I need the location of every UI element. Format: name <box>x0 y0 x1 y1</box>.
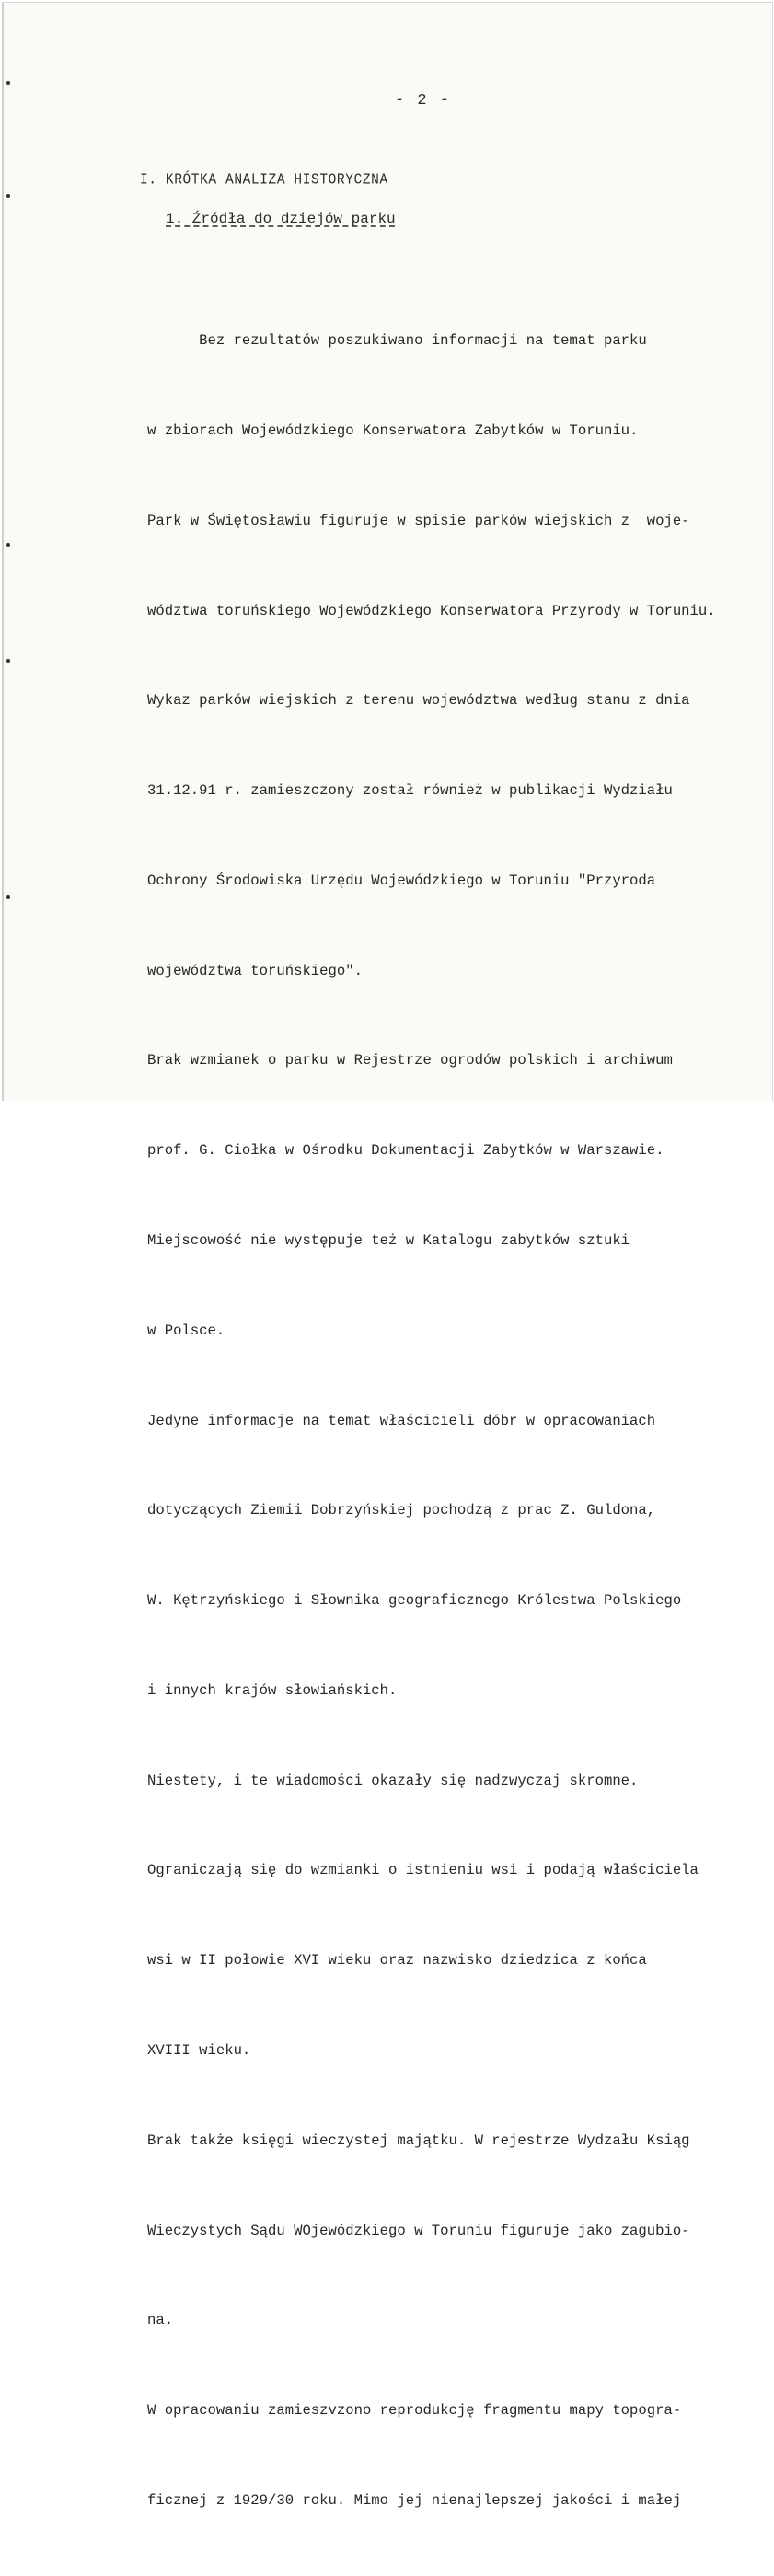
document-page <box>2 2 773 2509</box>
text-line: XVIII wieku. <box>147 2042 251 2060</box>
subsection-heading: 1. Źródła do dziejów parku <box>166 211 396 227</box>
page-number: - 2 - <box>395 92 452 110</box>
text-line: dotyczących Ziemii Dobrzyńskiej pochodzą z prac Z. Guldona, <box>147 1502 656 1519</box>
text-line: Wieczystych Sądu WOjewódzkiego w Toruniu figuruje jako zagubio- <box>147 2222 690 2239</box>
text-line: ficznej z 1929/30 roku. Mimo jej nienajlepszej jakości i małej <box>147 2491 682 2509</box>
text-line: na. <box>147 2312 174 2329</box>
text-line: Brak wzmianek o parku w Rejestrze ogrodów polskich i archiwum <box>147 1052 673 1069</box>
text-line: Ochrony Środowiska Urzędu Wojewódzkiego w Toruniu "Przyroda <box>147 872 656 889</box>
margin-mark <box>6 543 10 547</box>
margin-mark <box>6 194 10 198</box>
text-line: Brak także księgi wieczystej majątku. W rejestrze Wydzału Ksiąg <box>147 2131 690 2149</box>
text-line: Wykaz parków wiejskich z terenu województwa według stanu z dnia <box>147 692 690 710</box>
section-heading: I. KRÓTKA ANALIZA HISTORYCZNA <box>140 172 388 189</box>
text-line: województwa toruńskiego". <box>147 962 363 979</box>
text-line: w Polsce. <box>147 1322 225 1339</box>
text-line: W. Kętrzyńskiego i Słownika geograficznego Królestwa Polskiego <box>147 1592 682 1610</box>
text-line: 31.12.91 r. zamieszczony został również w publikacji Wydziału <box>147 782 673 800</box>
margin-mark <box>6 895 10 899</box>
text-line: Ograniczają się do wzmianki o istnieniu wsi i podają właściciela <box>147 1862 699 1879</box>
text-line: wództwa toruńskiego Wojewódzkiego Konserwatora Przyrody w Toruniu. <box>147 602 716 619</box>
text-line: w zbiorach Wojewódzkiego Konserwatora Zabytków w Toruniu. <box>147 422 639 439</box>
body-text <box>147 266 769 2576</box>
text-line: Park w Świętosławiu figuruje w spisie parków wiejskich z woje- <box>147 512 690 529</box>
text-line: Bez rezultatów poszukiwano informacji na temat parku <box>147 332 647 350</box>
margin-mark <box>6 81 10 85</box>
text-line: wsi w II połowie XVI wieku oraz nazwisko dziedzica z końca <box>147 1952 647 1970</box>
text-line: i innych krajów słowiańskich. <box>147 1681 398 1699</box>
text-line: W opracowaniu zamieszvzono reprodukcję fragmentu mapy topogra- <box>147 2402 682 2420</box>
text-line: Jedyne informacje na temat właścicieli dóbr w opracowaniach <box>147 1412 656 1429</box>
text-line: Miejscowość nie występuje też w Katalogu zabytków sztuki <box>147 1232 630 1249</box>
text-line: prof. G. Ciołka w Ośrodku Dokumentacji Zabytków w Warszawie. <box>147 1142 664 1160</box>
margin-mark <box>6 659 10 663</box>
text-line: Niestety, i te wiadomości okazały się nadzwyczaj skromne. <box>147 1772 639 1789</box>
